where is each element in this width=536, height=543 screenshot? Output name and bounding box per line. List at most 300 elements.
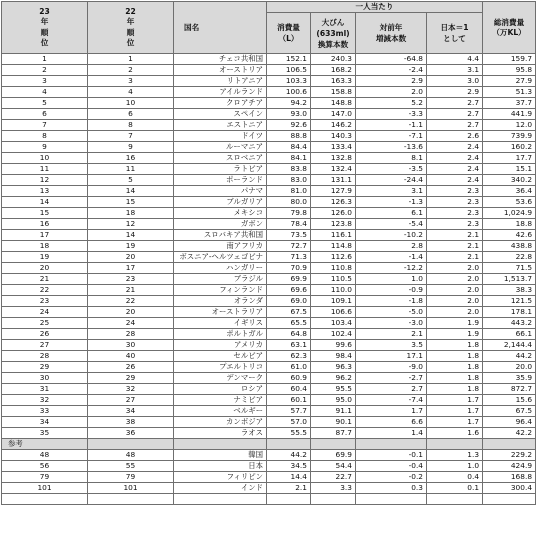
- country-cell: プエルトリコ: [174, 362, 267, 373]
- bottles-cell: 114.8: [311, 241, 356, 252]
- country-cell: スロバキア共和国: [174, 230, 267, 241]
- japan-ratio-cell: 3.0: [427, 76, 483, 87]
- liters-cell: 152.1: [267, 54, 311, 65]
- yoy-change-cell: -1.3: [356, 197, 427, 208]
- bottles-cell: 109.1: [311, 296, 356, 307]
- country-cell: ラトビア: [174, 164, 267, 175]
- total-cell: 15.6: [483, 395, 536, 406]
- yoy-change-cell: 6.1: [356, 208, 427, 219]
- total-cell: 18.8: [483, 219, 536, 230]
- bottles-cell: 140.3: [311, 131, 356, 142]
- reference-label: 参考: [2, 439, 88, 450]
- reference-body: [2, 439, 536, 450]
- japan-ratio-header: 日本＝1 として: [427, 13, 483, 54]
- bottles-cell: 131.1: [311, 175, 356, 186]
- table-row: [2, 208, 536, 219]
- total-consumption-header: 総消費量 （万KL）: [483, 2, 536, 54]
- rank-2023-cell: 17: [2, 230, 88, 241]
- table-row: [2, 362, 536, 373]
- japan-ratio-cell: 3.1: [427, 65, 483, 76]
- rank-2023-cell: 19: [2, 252, 88, 263]
- rank-2023-cell: 34: [2, 417, 88, 428]
- bottles-cell: 96.2: [311, 373, 356, 384]
- bottles-cell: 132.8: [311, 153, 356, 164]
- bottles-cell: 110.0: [311, 285, 356, 296]
- total-cell: 2,144.4: [483, 340, 536, 351]
- total-cell: 71.5: [483, 263, 536, 274]
- country-cell: ナミビア: [174, 395, 267, 406]
- liters-cell: 79.8: [267, 208, 311, 219]
- liters-cell: 2.1: [267, 483, 311, 494]
- yoy-change-cell: 2.1: [356, 329, 427, 340]
- rank-2022-cell: 22: [88, 296, 174, 307]
- bottles-cell: 126.3: [311, 197, 356, 208]
- table-row: [2, 186, 536, 197]
- yoy-change-cell: -3.5: [356, 164, 427, 175]
- rank-2023-cell: 29: [2, 362, 88, 373]
- japan-ratio-cell: 1.8: [427, 362, 483, 373]
- country-cell: カンボジア: [174, 417, 267, 428]
- yoy-change-cell: -5.0: [356, 307, 427, 318]
- rank-2022-cell: 10: [88, 98, 174, 109]
- total-cell: 95.8: [483, 65, 536, 76]
- rank-2022-cell: 40: [88, 351, 174, 362]
- total-cell: 300.4: [483, 483, 536, 494]
- country-cell: フィリピン: [174, 472, 267, 483]
- total-cell: 44.2: [483, 351, 536, 362]
- total-cell: 441.9: [483, 109, 536, 120]
- country-cell: クロアチア: [174, 98, 267, 109]
- rank-2023-cell: 8: [2, 131, 88, 142]
- liters-cell: 34.5: [267, 461, 311, 472]
- bottles-cell: 22.7: [311, 472, 356, 483]
- table-row: [2, 131, 536, 142]
- total-cell: 1,024.9: [483, 208, 536, 219]
- rank-2023-cell: 24: [2, 307, 88, 318]
- country-cell: インド: [174, 483, 267, 494]
- bottles-cell: 158.8: [311, 87, 356, 98]
- country-cell: デンマーク: [174, 373, 267, 384]
- rank-2022-cell: 20: [88, 252, 174, 263]
- rank-2023-cell: 18: [2, 241, 88, 252]
- rank-2023-cell: 10: [2, 153, 88, 164]
- yoy-change-cell: -1.4: [356, 252, 427, 263]
- total-cell: 178.1: [483, 307, 536, 318]
- bottles-cell: 148.8: [311, 98, 356, 109]
- table-row: [2, 219, 536, 230]
- liters-cell: 103.3: [267, 76, 311, 87]
- bottles-cell: 98.4: [311, 351, 356, 362]
- yoy-change-cell: -2.7: [356, 373, 427, 384]
- rank-2022-cell: 11: [88, 164, 174, 175]
- rank-2022-cell: 18: [88, 208, 174, 219]
- total-cell: 51.3: [483, 87, 536, 98]
- country-cell: スペイン: [174, 109, 267, 120]
- yoy-change-cell: -0.9: [356, 285, 427, 296]
- total-cell: 38.3: [483, 285, 536, 296]
- liters-cell: 57.0: [267, 417, 311, 428]
- rank-2023-cell: 26: [2, 329, 88, 340]
- rank-2022-cell: 29: [88, 373, 174, 384]
- yoy-change-cell: 2.8: [356, 241, 427, 252]
- table-row: [2, 373, 536, 384]
- japan-ratio-cell: 2.1: [427, 230, 483, 241]
- table-row: [2, 351, 536, 362]
- rank-2022-cell: 7: [88, 131, 174, 142]
- bottles-cell: 133.4: [311, 142, 356, 153]
- japan-ratio-cell: 0.4: [427, 472, 483, 483]
- country-cell: ポーランド: [174, 175, 267, 186]
- liters-cell: 69.9: [267, 274, 311, 285]
- yoy-change-cell: -3.0: [356, 318, 427, 329]
- rank-2023-cell: 35: [2, 428, 88, 439]
- rank-2022-cell: 36: [88, 428, 174, 439]
- liters-cell: 61.0: [267, 362, 311, 373]
- liters-cell: 94.2: [267, 98, 311, 109]
- table-row: [2, 175, 536, 186]
- liters-cell: 57.7: [267, 406, 311, 417]
- yoy-change-cell: 1.7: [356, 406, 427, 417]
- total-cell: 872.7: [483, 384, 536, 395]
- bottles-cell: 163.3: [311, 76, 356, 87]
- japan-ratio-cell: 1.8: [427, 340, 483, 351]
- table-row: [2, 296, 536, 307]
- total-cell: 438.8: [483, 241, 536, 252]
- bottles-cell: 146.2: [311, 120, 356, 131]
- yoy-change-cell: 6.6: [356, 417, 427, 428]
- yoy-change-cell: 5.2: [356, 98, 427, 109]
- rank-2022-cell: 28: [88, 329, 174, 340]
- bottles-cell: 127.9: [311, 186, 356, 197]
- rank-2022-cell: 55: [88, 461, 174, 472]
- bottles-cell: 123.8: [311, 219, 356, 230]
- yoy-change-cell: -3.3: [356, 109, 427, 120]
- yoy-change-cell: 1.4: [356, 428, 427, 439]
- bottles-cell: 106.6: [311, 307, 356, 318]
- total-cell: 12.0: [483, 120, 536, 131]
- japan-ratio-cell: 2.7: [427, 109, 483, 120]
- japan-ratio-cell: 1.7: [427, 395, 483, 406]
- rank-2023-cell: 5: [2, 98, 88, 109]
- liters-cell: 81.0: [267, 186, 311, 197]
- bottles-cell: 102.4: [311, 329, 356, 340]
- japan-ratio-cell: 2.4: [427, 153, 483, 164]
- japan-ratio-cell: 1.7: [427, 406, 483, 417]
- liters-cell: 55.5: [267, 428, 311, 439]
- bottles-cell: 103.4: [311, 318, 356, 329]
- total-cell: 424.9: [483, 461, 536, 472]
- total-cell: 17.7: [483, 153, 536, 164]
- liters-cell: 83.8: [267, 164, 311, 175]
- rank-2023-cell: 79: [2, 472, 88, 483]
- japan-ratio-cell: 1.7: [427, 417, 483, 428]
- table-row: [2, 285, 536, 296]
- reference-row: [2, 461, 536, 472]
- liters-cell: 71.3: [267, 252, 311, 263]
- bottles-cell: 90.1: [311, 417, 356, 428]
- total-cell: 37.7: [483, 98, 536, 109]
- yoy-change-cell: -13.6: [356, 142, 427, 153]
- rank-2023-cell: 28: [2, 351, 88, 362]
- rank-2022-cell: 1: [88, 54, 174, 65]
- country-cell: 日本: [174, 461, 267, 472]
- yoy-change-cell: -7.1: [356, 131, 427, 142]
- liters-cell: 62.3: [267, 351, 311, 362]
- yoy-change-cell: -7.4: [356, 395, 427, 406]
- country-cell: イギリス: [174, 318, 267, 329]
- rank-2022-cell: 8: [88, 120, 174, 131]
- bottles-header: 大びん (633ml) 換算本数: [311, 13, 356, 54]
- table-row: [2, 87, 536, 98]
- japan-ratio-cell: 1.8: [427, 384, 483, 395]
- reference-label-row: [2, 439, 536, 450]
- japan-ratio-cell: 2.3: [427, 186, 483, 197]
- japan-ratio-cell: 4.4: [427, 54, 483, 65]
- yoy-change-cell: 8.1: [356, 153, 427, 164]
- liters-cell: 63.1: [267, 340, 311, 351]
- yoy-change-cell: -1.8: [356, 296, 427, 307]
- liters-cell: 78.4: [267, 219, 311, 230]
- yoy-change-cell: -2.4: [356, 65, 427, 76]
- yoy-change-cell: -24.4: [356, 175, 427, 186]
- liters-cell: 60.4: [267, 384, 311, 395]
- rank-2023-cell: 1: [2, 54, 88, 65]
- yoy-change-cell: 3.5: [356, 340, 427, 351]
- total-cell: 340.2: [483, 175, 536, 186]
- liters-cell: 60.9: [267, 373, 311, 384]
- total-cell: 160.2: [483, 142, 536, 153]
- bottles-cell: 147.0: [311, 109, 356, 120]
- japan-ratio-cell: 2.3: [427, 219, 483, 230]
- total-cell: 42.6: [483, 230, 536, 241]
- table-row: [2, 98, 536, 109]
- yoy-change-cell: -64.8: [356, 54, 427, 65]
- table-row: [2, 406, 536, 417]
- japan-ratio-cell: 2.0: [427, 307, 483, 318]
- japan-ratio-cell: 2.0: [427, 296, 483, 307]
- rank-2023-cell: 20: [2, 263, 88, 274]
- japan-ratio-cell: 2.6: [427, 131, 483, 142]
- table-row: [2, 340, 536, 351]
- reference-row: [2, 450, 536, 461]
- country-cell: エストニア: [174, 120, 267, 131]
- total-cell: 168.8: [483, 472, 536, 483]
- bottles-cell: 95.5: [311, 384, 356, 395]
- country-cell: ブラジル: [174, 274, 267, 285]
- country-cell: スロベニア: [174, 153, 267, 164]
- rank-2022-cell: 21: [88, 285, 174, 296]
- rank-2022-cell: 15: [88, 197, 174, 208]
- total-cell: 20.0: [483, 362, 536, 373]
- bottles-cell: 96.3: [311, 362, 356, 373]
- rank-2022-cell: 16: [88, 153, 174, 164]
- rank-2023-cell: 22: [2, 285, 88, 296]
- liters-cell: 106.5: [267, 65, 311, 76]
- rank-2022-cell: 32: [88, 384, 174, 395]
- table-row: [2, 120, 536, 131]
- bottles-cell: 91.1: [311, 406, 356, 417]
- country-cell: ロシア: [174, 384, 267, 395]
- table-row: [2, 197, 536, 208]
- liters-cell: 84.1: [267, 153, 311, 164]
- blank-row: [2, 494, 536, 505]
- liters-cell: 67.5: [267, 307, 311, 318]
- japan-ratio-cell: 2.4: [427, 142, 483, 153]
- rank-2022-cell: 26: [88, 362, 174, 373]
- table-body: [2, 54, 536, 439]
- rank-2022-cell: 30: [88, 340, 174, 351]
- liters-cell: 72.7: [267, 241, 311, 252]
- liters-cell: 73.5: [267, 230, 311, 241]
- bottles-cell: 87.7: [311, 428, 356, 439]
- rank-2022-cell: 20: [88, 307, 174, 318]
- country-cell: 韓国: [174, 450, 267, 461]
- table-header: [2, 2, 536, 54]
- table-row: [2, 428, 536, 439]
- bottles-cell: 116.1: [311, 230, 356, 241]
- table-row: [2, 241, 536, 252]
- liters-cell: 64.8: [267, 329, 311, 340]
- liters-cell: 65.5: [267, 318, 311, 329]
- japan-ratio-cell: 2.9: [427, 87, 483, 98]
- total-cell: 22.8: [483, 252, 536, 263]
- liters-cell: 83.0: [267, 175, 311, 186]
- table-row: [2, 76, 536, 87]
- bottles-cell: 110.8: [311, 263, 356, 274]
- country-cell: アイルランド: [174, 87, 267, 98]
- rank-2023-cell: 4: [2, 87, 88, 98]
- total-cell: 42.2: [483, 428, 536, 439]
- country-cell: ドイツ: [174, 131, 267, 142]
- country-cell: メキシコ: [174, 208, 267, 219]
- bottles-cell: 54.4: [311, 461, 356, 472]
- table-row: [2, 109, 536, 120]
- reference-rows: [2, 450, 536, 494]
- country-cell: ルーマニア: [174, 142, 267, 153]
- yoy-change-header: 対前年 増減本数: [356, 13, 427, 54]
- rank-2023-cell: 101: [2, 483, 88, 494]
- japan-ratio-cell: 2.0: [427, 263, 483, 274]
- yoy-change-cell: -9.0: [356, 362, 427, 373]
- per-capita-group-header: 一人当たり: [267, 2, 483, 13]
- country-cell: セルビア: [174, 351, 267, 362]
- japan-ratio-cell: 2.0: [427, 285, 483, 296]
- rank-2023-cell: 13: [2, 186, 88, 197]
- yoy-change-cell: -0.1: [356, 450, 427, 461]
- total-cell: 159.7: [483, 54, 536, 65]
- rank-2022-cell: 19: [88, 241, 174, 252]
- country-cell: ハンガリー: [174, 263, 267, 274]
- yoy-change-cell: 3.1: [356, 186, 427, 197]
- liters-cell: 69.0: [267, 296, 311, 307]
- rank-2022-cell: 101: [88, 483, 174, 494]
- table-row: [2, 252, 536, 263]
- rank-2023-cell: 2: [2, 65, 88, 76]
- japan-ratio-cell: 2.7: [427, 98, 483, 109]
- rank-2022-cell: 5: [88, 175, 174, 186]
- rank-2023-cell: 56: [2, 461, 88, 472]
- yoy-change-cell: 2.9: [356, 76, 427, 87]
- table-row: [2, 318, 536, 329]
- bottles-cell: 95.0: [311, 395, 356, 406]
- total-cell: 66.1: [483, 329, 536, 340]
- rank-2023-header: 23 年 順 位: [2, 2, 88, 54]
- rank-2023-cell: 6: [2, 109, 88, 120]
- rank-2023-cell: 21: [2, 274, 88, 285]
- total-cell: 67.5: [483, 406, 536, 417]
- yoy-change-cell: -5.4: [356, 219, 427, 230]
- liters-cell: 88.8: [267, 131, 311, 142]
- japan-ratio-cell: 2.0: [427, 274, 483, 285]
- table-row: [2, 153, 536, 164]
- yoy-change-cell: -12.2: [356, 263, 427, 274]
- total-cell: 443.2: [483, 318, 536, 329]
- rank-2022-cell: 4: [88, 87, 174, 98]
- yoy-change-cell: 17.1: [356, 351, 427, 362]
- country-cell: リトアニア: [174, 76, 267, 87]
- yoy-change-cell: -1.1: [356, 120, 427, 131]
- liters-cell: 69.6: [267, 285, 311, 296]
- yoy-change-cell: -0.4: [356, 461, 427, 472]
- japan-ratio-cell: 2.3: [427, 208, 483, 219]
- total-cell: 35.9: [483, 373, 536, 384]
- total-cell: 1,513.7: [483, 274, 536, 285]
- rank-2022-cell: 2: [88, 65, 174, 76]
- table-row: [2, 329, 536, 340]
- reference-row: [2, 483, 536, 494]
- rank-2023-cell: 27: [2, 340, 88, 351]
- country-cell: ボスニア-ヘルツェゴビナ: [174, 252, 267, 263]
- country-cell: ポルトガル: [174, 329, 267, 340]
- rank-2022-cell: 23: [88, 274, 174, 285]
- rank-2023-cell: 16: [2, 219, 88, 230]
- rank-2023-cell: 23: [2, 296, 88, 307]
- consumption-liters-header: 消費量 （L）: [267, 13, 311, 54]
- japan-ratio-cell: 1.0: [427, 461, 483, 472]
- country-cell: アメリカ: [174, 340, 267, 351]
- reference-row: [2, 472, 536, 483]
- japan-ratio-cell: 2.4: [427, 175, 483, 186]
- rank-2022-cell: 27: [88, 395, 174, 406]
- liters-cell: 70.9: [267, 263, 311, 274]
- rank-2023-cell: 14: [2, 197, 88, 208]
- table-row: [2, 417, 536, 428]
- total-cell: 739.9: [483, 131, 536, 142]
- country-cell: 南アフリカ: [174, 241, 267, 252]
- total-cell: 96.4: [483, 417, 536, 428]
- liters-cell: 80.0: [267, 197, 311, 208]
- japan-ratio-cell: 2.1: [427, 241, 483, 252]
- japan-ratio-cell: 0.1: [427, 483, 483, 494]
- rank-2022-cell: 14: [88, 230, 174, 241]
- liters-cell: 14.4: [267, 472, 311, 483]
- table-row: [2, 307, 536, 318]
- total-cell: 229.2: [483, 450, 536, 461]
- table-row: [2, 384, 536, 395]
- rank-2023-cell: 7: [2, 120, 88, 131]
- total-cell: 36.4: [483, 186, 536, 197]
- table-row: [2, 164, 536, 175]
- country-cell: パナマ: [174, 186, 267, 197]
- rank-2023-cell: 12: [2, 175, 88, 186]
- country-cell: オランダ: [174, 296, 267, 307]
- beer-consumption-table: [1, 1, 536, 505]
- liters-cell: 44.2: [267, 450, 311, 461]
- rank-2022-cell: 24: [88, 318, 174, 329]
- rank-2023-cell: 48: [2, 450, 88, 461]
- rank-2022-cell: 79: [88, 472, 174, 483]
- rank-2022-cell: 38: [88, 417, 174, 428]
